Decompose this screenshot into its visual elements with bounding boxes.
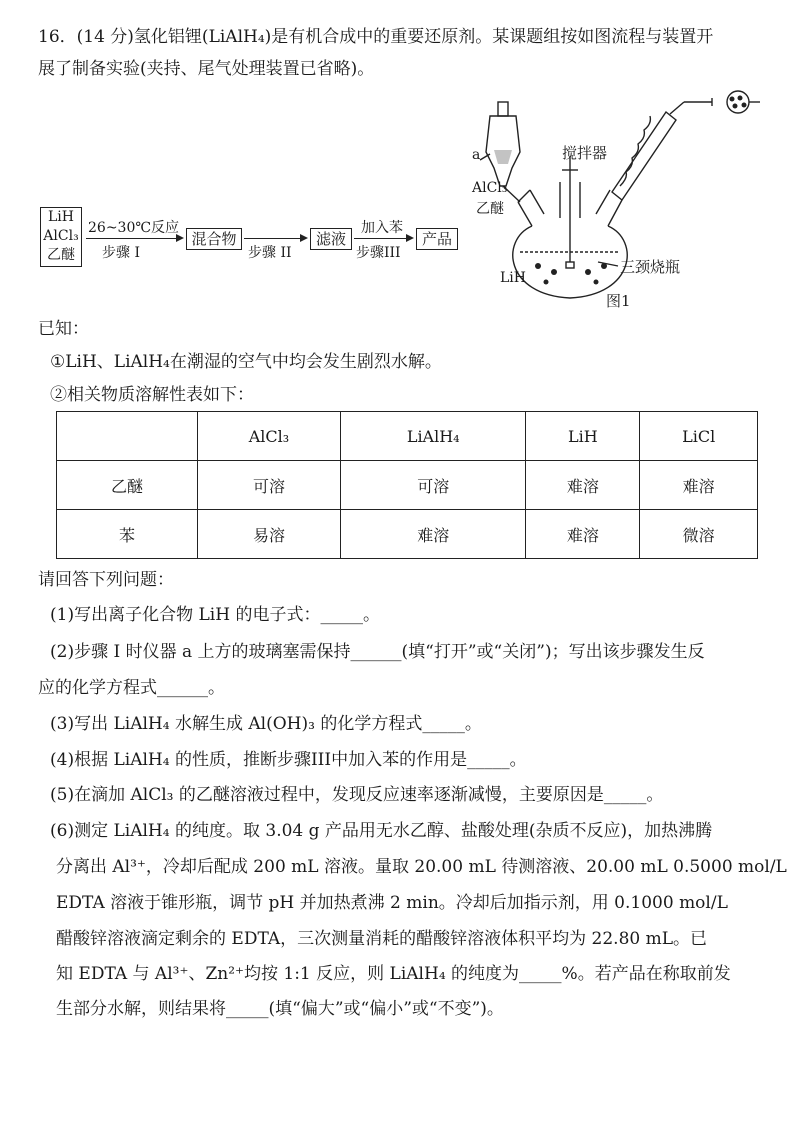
table-header-cell [57, 412, 198, 461]
table-cell: 难溶 [340, 510, 525, 559]
question-6-line-1: (6)测定 LiAlH₄ 的纯度。取 3.04 g 产品用无水乙醇、盐酸处理(杂质不反应)，加热沸腾 [50, 821, 713, 841]
table-cell: 可溶 [340, 461, 525, 510]
known-item-2: ②相关物质溶解性表如下： [50, 385, 254, 405]
label-three-neck-flask: 三颈烧瓶 [620, 258, 681, 276]
table-cell: 微溶 [640, 510, 758, 559]
question-1: (1)写出离子化合物 LiH 的电子式：_____。 [50, 605, 380, 625]
label-alcl3: AlCl₃ [472, 180, 508, 196]
question-6-line-2: 分离出 Al³⁺，冷却后配成 200 mL 溶液。量取 20.00 mL 待测溶液、20.00 mL 0.5000 mol/L [56, 857, 787, 877]
question-2-line-1: (2)步骤 I 时仪器 a 上方的玻璃塞需保持______(填“打开”或“关闭”)；写出该步骤发生反 [50, 642, 705, 662]
solubility-table [56, 411, 758, 559]
flow-start-line: LiH [48, 209, 74, 225]
label-lih: LiH [500, 270, 526, 286]
table-cell: 可溶 [198, 461, 341, 510]
question-5: (5)在滴加 AlCl₃ 的乙醚溶液过程中，发现反应速率逐渐减慢，主要原因是_____。 [50, 785, 664, 805]
step2-label: 步骤 II [248, 245, 292, 261]
figure-caption: 图1 [606, 292, 631, 310]
question-6-line-4: 醋酸锌溶液滴定剩余的 EDTA，三次测量消耗的醋酸锌溶液体积平均为 22.80 mL。已 [56, 929, 708, 949]
table-header-cell: LiCl [640, 412, 758, 461]
label-stirrer: 搅拌器 [562, 144, 608, 162]
table-cell: 难溶 [640, 461, 758, 510]
table-row [57, 510, 758, 559]
table-row [57, 461, 758, 510]
question-header-line-1: 16．(14 分)氢化铝锂(LiAlH₄)是有机合成中的重要还原剂。某课题组按如图流程与装置开 [38, 27, 714, 47]
table-cell: 难溶 [526, 461, 640, 510]
flow-start-box [40, 207, 82, 267]
known-title: 已知： [38, 319, 89, 339]
question-header-line-2: 展了制备实验(夹持、尾气处理装置已省略)。 [38, 59, 375, 79]
question-3: (3)写出 LiAlH₄ 水解生成 Al(OH)₃ 的化学方程式_____。 [50, 714, 482, 734]
table-header-cell: AlCl₃ [198, 412, 341, 461]
table-header-cell: LiAlH₄ [340, 412, 525, 461]
step3-label: 步骤III [356, 245, 401, 261]
question-4: (4)根据 LiAlH₄ 的性质，推断步骤III中加入苯的作用是_____。 [50, 750, 527, 770]
question-6-line-6: 生部分水解，则结果将_____(填“偏大”或“偏小”或“不变”)。 [56, 999, 504, 1019]
flow-mixture-box: 混合物 [186, 228, 242, 250]
table-header-row [57, 412, 758, 461]
arrow-step3 [354, 238, 412, 239]
step1-label: 步骤 I [102, 245, 140, 261]
question-6-line-5: 知 EDTA 与 Al³⁺、Zn²⁺均按 1:1 反应，则 LiAlH₄ 的纯度为_____%。若产品在称取前发 [56, 964, 731, 984]
arrow-step1 [86, 238, 182, 239]
table-cell: 苯 [57, 510, 198, 559]
step1-condition: 26~30℃反应 [88, 220, 180, 236]
table-cell: 乙醚 [57, 461, 198, 510]
flow-product-box: 产品 [416, 228, 458, 250]
arrow-step2 [244, 238, 306, 239]
table-header-cell: LiH [526, 412, 640, 461]
step3-condition: 加入苯 [361, 220, 403, 236]
question-2-line-2: 应的化学方程式______。 [38, 678, 225, 698]
question-6-line-3: EDTA 溶液于锥形瓶，调节 pH 并加热煮沸 2 min。冷却后加指示剂，用 0.1000 mol/L [56, 893, 728, 913]
flow-start-line: 乙醚 [47, 247, 75, 263]
label-instrument-a: a [472, 147, 481, 163]
table-cell: 易溶 [198, 510, 341, 559]
table-cell: 难溶 [526, 510, 640, 559]
questions-intro: 请回答下列问题： [38, 570, 174, 590]
flow-filtrate-box: 滤液 [310, 228, 352, 250]
flow-start-line: AlCl₃ [43, 228, 79, 244]
label-ether: 乙醚 [476, 201, 504, 217]
known-item-1: ①LiH、LiAlH₄在潮湿的空气中均会发生剧烈水解。 [50, 352, 442, 372]
